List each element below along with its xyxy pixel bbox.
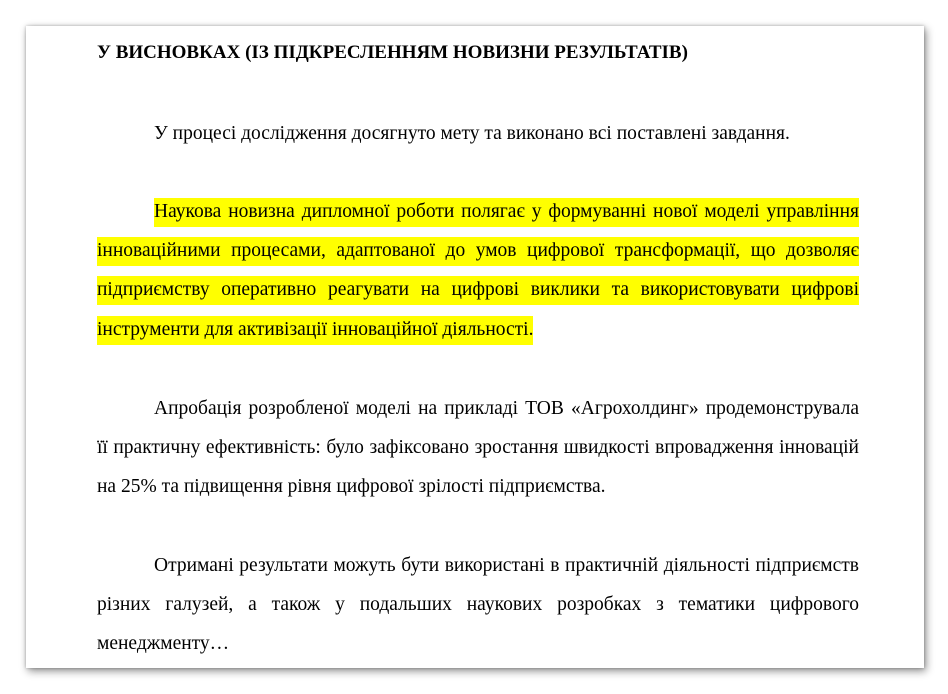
paragraph-text: Отримані результати можуть бути використані в практичній діяльності підприємств різних галузей, а також у подальших наукових розробках з тематики цифрового менеджменту… (97, 555, 859, 655)
paragraph-text: У процесі дослідження досягнуто мету та виконано всі поставлені завдання. (154, 123, 790, 144)
highlighted-text: Наукова новизна дипломної роботи полягає у формуванні нової моделі управління інноваційними процесами, адаптованої до умов цифрової трансформації, що дозволяє підприємству оперативно реагувати на цифрові виклики та використовувати цифрові інструменти для активізації інноваційної діяльності. (97, 198, 859, 345)
paragraph-approbation (97, 389, 859, 507)
section-heading: У ВИСНОВКАХ (ІЗ ПІДКРЕСЛЕННЯМ НОВИЗНИ РЕЗУЛЬТАТІВ) (97, 42, 688, 63)
paragraph-text: Апробація розробленої моделі на прикладі ТОВ «Агрохолдинг» продемонструвала її практичну ефективність: було зафіксовано зростання швидкості впровадження інновацій на 25% та підвищення рівня цифрової зрілості підприємства. (97, 398, 859, 498)
paragraph-practical-use (97, 546, 859, 664)
paragraph-scientific-novelty (97, 192, 859, 349)
paragraph-goal-achieved (97, 114, 859, 153)
document-page (26, 26, 924, 668)
